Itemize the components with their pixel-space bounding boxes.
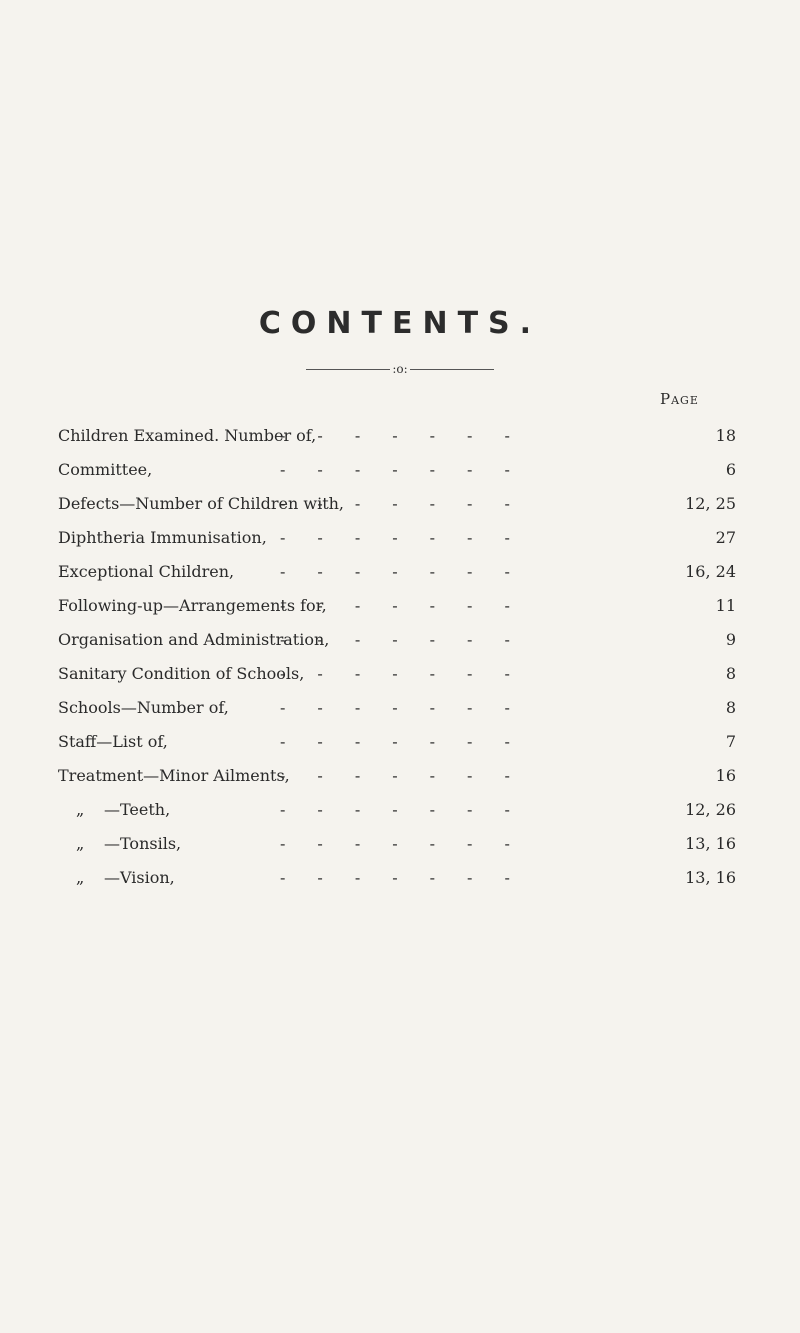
entry-label: —Tonsils, bbox=[104, 834, 182, 853]
entry-page: 6 bbox=[725, 460, 736, 479]
separator-line-right bbox=[410, 369, 494, 370]
dot-leader: - - - - - - - bbox=[280, 528, 510, 547]
dot-leader: - - - - - - - bbox=[280, 698, 510, 717]
entry-page: 7 bbox=[725, 732, 736, 751]
contents-list bbox=[58, 425, 748, 901]
entry-page: 18 bbox=[715, 426, 736, 445]
ditto-mark: „ bbox=[76, 800, 85, 819]
contents-entry bbox=[58, 493, 748, 527]
contents-entry bbox=[58, 561, 748, 595]
entry-page: 16 bbox=[715, 766, 736, 785]
entry-page: 11 bbox=[715, 596, 736, 615]
dot-leader: - - - - - - - bbox=[280, 800, 510, 819]
entry-label: Organisation and Administration, bbox=[58, 630, 330, 649]
contents-entry bbox=[58, 527, 748, 561]
entry-page: 8 bbox=[725, 664, 736, 683]
entry-label: Staff—List of, bbox=[58, 732, 168, 751]
contents-entry bbox=[58, 459, 748, 493]
entry-page: 12, 26 bbox=[685, 800, 736, 819]
dot-leader: - - - - - - - bbox=[280, 494, 510, 513]
dot-leader: - - - - - - - bbox=[280, 766, 510, 785]
entry-label: Defects—Number of Children with, bbox=[58, 494, 345, 513]
contents-title: CONTENTS. bbox=[258, 306, 542, 341]
contents-sub-entry bbox=[58, 833, 748, 867]
entry-page: 9 bbox=[725, 630, 736, 649]
entry-page: 12, 25 bbox=[685, 494, 736, 513]
dot-leader: - - - - - - - bbox=[280, 868, 510, 887]
page-column-header: Page bbox=[660, 390, 699, 408]
title-separator bbox=[0, 362, 800, 376]
entry-label: Children Examined. Number of, bbox=[58, 426, 317, 445]
entry-label: Diphtheria Immunisation, bbox=[58, 528, 267, 547]
contents-sub-entry bbox=[58, 799, 748, 833]
ditto-mark: „ bbox=[76, 868, 85, 887]
separator-mark: :o: bbox=[392, 362, 408, 376]
dot-leader: - - - - - - - bbox=[280, 630, 510, 649]
entry-page: 8 bbox=[725, 698, 736, 717]
separator-line-left bbox=[306, 369, 390, 370]
entry-page: 16, 24 bbox=[685, 562, 736, 581]
entry-label: Following-up—Arrangements for, bbox=[58, 596, 327, 615]
contents-entry bbox=[58, 629, 748, 663]
dot-leader: - - - - - - - bbox=[280, 426, 510, 445]
contents-entry bbox=[58, 697, 748, 731]
contents-entry bbox=[58, 425, 748, 459]
contents-entry bbox=[58, 663, 748, 697]
dot-leader: - - - - - - - bbox=[280, 562, 510, 581]
entry-page: 27 bbox=[715, 528, 736, 547]
dot-leader: - - - - - - - bbox=[280, 732, 510, 751]
contents-entry bbox=[58, 595, 748, 629]
contents-entry bbox=[58, 765, 748, 799]
entry-label: —Teeth, bbox=[104, 800, 171, 819]
contents-sub-entry bbox=[58, 867, 748, 901]
dot-leader: - - - - - - - bbox=[280, 834, 510, 853]
contents-entry bbox=[58, 731, 748, 765]
ditto-mark: „ bbox=[76, 834, 85, 853]
dot-leader: - - - - - - - bbox=[280, 460, 510, 479]
entry-page: 13, 16 bbox=[685, 868, 736, 887]
dot-leader: - - - - - - - bbox=[280, 664, 510, 683]
entry-label: Treatment—Minor Ailments, bbox=[58, 766, 290, 785]
entry-label: Exceptional Children, bbox=[58, 562, 235, 581]
entry-label: Schools—Number of, bbox=[58, 698, 229, 717]
entry-label: Sanitary Condition of Schools, bbox=[58, 664, 305, 683]
entry-label: Committee, bbox=[58, 460, 153, 479]
entry-page: 13, 16 bbox=[685, 834, 736, 853]
entry-label: —Vision, bbox=[104, 868, 175, 887]
dot-leader: - - - - - - - bbox=[280, 596, 510, 615]
